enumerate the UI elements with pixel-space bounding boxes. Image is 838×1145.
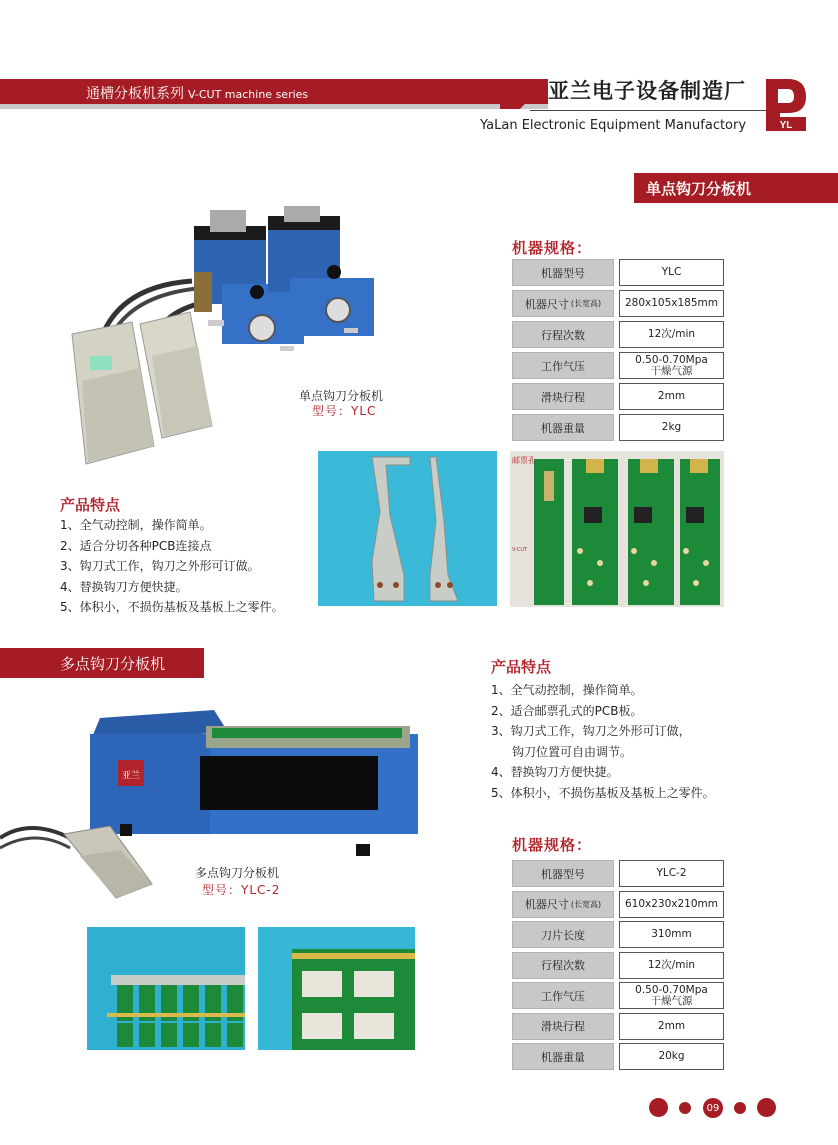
multi-features-title: 产品特点 (491, 658, 552, 676)
company-name-cn: 亚兰电子设备制造厂 (548, 79, 746, 103)
spec-row (512, 891, 724, 918)
header-band-slant (500, 79, 548, 109)
spec-value: 20kg (619, 1043, 724, 1070)
feature-item: 2、适合分切各种PCB连接点 (60, 538, 212, 553)
pcb-sample-photo (510, 451, 724, 607)
feature-item: 3、钩刀式工作，钩刀之外形可订做。 (60, 559, 260, 573)
spec-label (512, 921, 614, 948)
spec-label-text: 机器重量 (541, 421, 585, 435)
spec-label-text: 滑块行程 (541, 1020, 585, 1033)
spec-row (512, 982, 724, 1009)
feature-item: 2、适合邮票孔式的PCB板。 (491, 703, 643, 718)
feature-item: 1、全气动控制，操作简单。 (491, 683, 643, 697)
pcb-panel-photo-left (87, 927, 245, 1050)
stamp-hole-label: 邮票孔 (512, 456, 536, 465)
multi-caption-name: 多点钩刀分板机 (195, 866, 280, 880)
section-tag-multi: 多点钩刀分板机 (0, 648, 204, 678)
spec-label-text: 机器型号 (541, 867, 585, 881)
feature-item: 4、替换钩刀方便快捷。 (491, 765, 619, 779)
spec-label-text: 行程次数 (541, 328, 585, 342)
spec-label-text: 机器尺寸 (524, 898, 569, 911)
spec-value: YLC-2 (619, 860, 724, 887)
single-caption-model: 型号：YLC (312, 404, 377, 418)
spec-row (512, 921, 724, 948)
spec-label-text: 工作气压 (541, 989, 585, 1003)
spec-label (512, 891, 614, 918)
company-name-en: YaLan Electronic Equipment Manufactory (480, 118, 747, 133)
multi-caption-model: 型号：YLC-2 (202, 883, 281, 897)
spec-label-note: (长宽高) (570, 899, 602, 909)
spec-value: 310mm (619, 921, 724, 948)
series-title-cn: 通槽分板机系列 (86, 86, 184, 102)
spec-label (512, 860, 614, 887)
pcb-panel-photo-right (258, 927, 415, 1050)
spec-label (512, 982, 614, 1009)
spec-label (512, 1043, 614, 1070)
spec-row (512, 1013, 724, 1040)
footer-dot (757, 1098, 776, 1117)
hook-blade-photo (318, 451, 497, 606)
feature-item: 5、体积小，不损伤基板及基板上之零件。 (491, 785, 715, 800)
spec-label-text: 滑块行程 (541, 390, 585, 404)
spec-label (512, 321, 614, 348)
spec-row (512, 1043, 724, 1070)
footer-dot (649, 1098, 668, 1117)
company-logo (764, 77, 808, 133)
single-point-machine-photo (62, 206, 382, 468)
spec-value: 12次/min (619, 321, 724, 348)
machine-brand-text: 亚兰 (121, 771, 141, 781)
feature-item: 钩刀位置可自由调节。 (512, 744, 633, 759)
spec-label-text: 机器重量 (541, 1050, 585, 1064)
spec-label-text: 行程次数 (541, 959, 585, 972)
spec-value: 12次/min (619, 952, 724, 979)
spec-label (512, 352, 614, 379)
feature-item: 4、替换钩刀方便快捷。 (60, 579, 188, 594)
multi-spec-title: 机器规格： (512, 836, 593, 854)
footer-dot (679, 1102, 691, 1114)
spec-row (512, 860, 724, 887)
spec-label-note: (长宽高) (570, 299, 602, 308)
spec-value: 2kg (619, 414, 724, 441)
spec-label-text: 机器尺寸 (524, 297, 569, 311)
spec-label-text: 刀片长度 (541, 928, 585, 942)
header-stripe (0, 104, 548, 109)
footer-dot (734, 1102, 746, 1114)
spec-label (512, 414, 614, 441)
spec-label-text: 工作气压 (541, 359, 585, 373)
feature-item: 3、钩刀式工作，钩刀之外形可订做， (491, 724, 691, 738)
series-title-en: V-CUT machine series (188, 88, 309, 101)
spec-row (512, 383, 724, 410)
spec-label (512, 952, 614, 979)
spec-row (512, 414, 724, 441)
spec-value: 280x105x185mm (619, 290, 724, 317)
spec-row (512, 259, 724, 286)
spec-row (512, 952, 724, 979)
feature-item: 5、体积小，不损伤基板及基板上之零件。 (60, 600, 284, 614)
spec-value: 2mm (619, 383, 724, 410)
section-tag-single: 单点钩刀分板机 (634, 173, 838, 203)
spec-value: 610x230x210mm (619, 891, 724, 918)
spec-row (512, 321, 724, 348)
series-title (86, 83, 308, 103)
header-rule (530, 110, 778, 111)
page-number: 09 (703, 1098, 723, 1118)
spec-value: 0.50-0.70Mpa 干燥气源 (619, 982, 724, 1009)
spec-label (512, 259, 614, 286)
spec-row (512, 290, 724, 317)
vcut-label: V-CUT (512, 547, 528, 553)
logo-text: YL (779, 120, 793, 131)
spec-row (512, 352, 724, 379)
spec-label-text: 机器型号 (541, 266, 585, 280)
spec-value: YLC (619, 259, 724, 286)
spec-label (512, 1013, 614, 1040)
spec-value: 2mm (619, 1013, 724, 1040)
spec-label (512, 290, 614, 317)
spec-value: 0.50-0.70Mpa 干燥气源 (619, 352, 724, 379)
feature-item: 1、全气动控制，操作简单。 (60, 518, 212, 532)
single-spec-title: 机器规格： (512, 239, 593, 257)
single-features-title: 产品特点 (60, 496, 121, 514)
spec-label (512, 383, 614, 410)
single-caption-name: 单点钩刀分板机 (299, 389, 384, 403)
